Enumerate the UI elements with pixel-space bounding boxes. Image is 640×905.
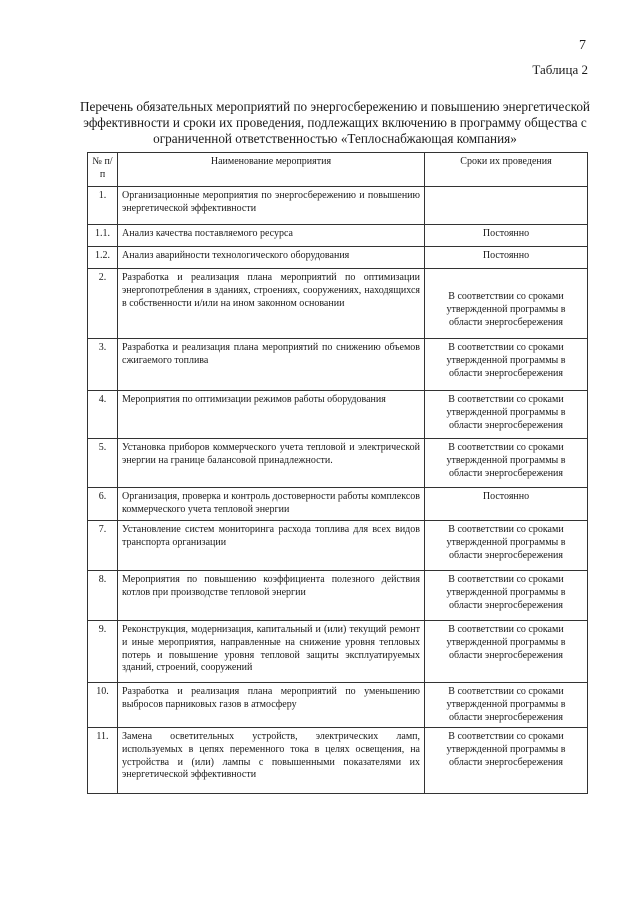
header-deadline: Сроки их проведения xyxy=(425,153,588,187)
row-deadline: В соответствии со сроками утвержденной программы в области энергосбережения xyxy=(425,439,588,488)
table-label: Таблица 2 xyxy=(532,62,588,77)
row-number: 4. xyxy=(88,391,118,439)
row-number: 1.2. xyxy=(88,247,118,269)
row-deadline: В соответствии со сроками утвержденной программы в области энергосбережения xyxy=(425,391,588,439)
row-measure-name: Организационные мероприятия по энергосбережению и повышению энергетической эффективности xyxy=(118,187,425,225)
row-number: 10. xyxy=(88,683,118,728)
table-row xyxy=(88,269,588,339)
page-number: 7 xyxy=(579,38,586,53)
row-measure-name: Установление систем мониторинга расхода топлива для всех видов транспорта организации xyxy=(118,521,425,571)
row-number: 3. xyxy=(88,339,118,391)
row-deadline: В соответствии со сроками утвержденной программы в области энергосбережения xyxy=(425,571,588,621)
row-deadline: В соответствии со сроками утвержденной программы в области энергосбережения xyxy=(425,728,588,794)
row-number: 1.1. xyxy=(88,225,118,247)
row-number: 6. xyxy=(88,488,118,521)
row-measure-name: Разработка и реализация плана мероприятий по оптимизации энергопотребления в зданиях, строениях, сооружениях, находящихся в собственности и/или на ином законном основании xyxy=(118,269,425,339)
row-deadline: В соответствии со сроками утвержденной программы в области энергосбережения xyxy=(425,269,588,339)
row-measure-name: Организация, проверка и контроль достоверности работы комплексов коммерческого учета тепловой энергии xyxy=(118,488,425,521)
measures-table xyxy=(87,152,588,794)
row-measure-name: Анализ аварийности технологического оборудования xyxy=(118,247,425,269)
row-measure-name: Реконструкция, модернизация, капитальный и (или) текущий ремонт и иные мероприятия, направленные на снижение уровня тепловых потерь и повышение уровня тепловой защиты эксплуатируемых зданий, строений, сооружений xyxy=(118,621,425,683)
row-number: 7. xyxy=(88,521,118,571)
row-measure-name: Мероприятия по оптимизации режимов работы оборудования xyxy=(118,391,425,439)
row-measure-name: Разработка и реализация плана мероприятий по уменьшению выбросов парниковых газов в атмосферу xyxy=(118,683,425,728)
row-deadline: В соответствии со сроками утвержденной программы в области энергосбережения xyxy=(425,621,588,683)
row-number: 2. xyxy=(88,269,118,339)
row-deadline: Постоянно xyxy=(425,488,588,521)
row-deadline: Постоянно xyxy=(425,247,588,269)
document-title: Перечень обязательных мероприятий по энергосбережению и повышению энергетической эффективности и сроки их проведения, подлежащих включению в программу общества с ограниченной ответственностью «Теплоснабжающая компания» xyxy=(80,99,590,146)
table-row xyxy=(88,488,588,521)
header-number: № п/п xyxy=(88,153,118,187)
table-row xyxy=(88,247,588,269)
table-row xyxy=(88,187,588,225)
table-row xyxy=(88,621,588,683)
row-number: 1. xyxy=(88,187,118,225)
table-row xyxy=(88,728,588,794)
row-deadline: В соответствии со сроками утвержденной программы в области энергосбережения xyxy=(425,521,588,571)
row-number: 8. xyxy=(88,571,118,621)
row-deadline: В соответствии со сроками утвержденной программы в области энергосбережения xyxy=(425,683,588,728)
row-measure-name: Мероприятия по повышению коэффициента полезного действия котлов при производстве тепловой энергии xyxy=(118,571,425,621)
row-measure-name: Разработка и реализация плана мероприятий по снижению объемов сжигаемого топлива xyxy=(118,339,425,391)
row-number: 9. xyxy=(88,621,118,683)
table-row xyxy=(88,571,588,621)
table-row xyxy=(88,439,588,488)
table-row xyxy=(88,683,588,728)
row-number: 11. xyxy=(88,728,118,794)
table-row xyxy=(88,339,588,391)
table-row xyxy=(88,391,588,439)
row-measure-name: Анализ качества поставляемого ресурса xyxy=(118,225,425,247)
row-measure-name: Замена осветительных устройств, электрических ламп, используемых в цепях переменного тока в целях освещения, на устройства и (или) лампы с повышенными показателями их энергетической эффективности xyxy=(118,728,425,794)
table-row xyxy=(88,225,588,247)
row-deadline: В соответствии со сроками утвержденной программы в области энергосбережения xyxy=(425,339,588,391)
row-deadline: Постоянно xyxy=(425,225,588,247)
row-measure-name: Установка приборов коммерческого учета тепловой и электрической энергии на границе балансовой принадлежности. xyxy=(118,439,425,488)
table-row xyxy=(88,521,588,571)
row-deadline xyxy=(425,187,588,225)
header-measure-name: Наименование мероприятия xyxy=(118,153,425,187)
row-number: 5. xyxy=(88,439,118,488)
table-header-row xyxy=(88,153,588,187)
